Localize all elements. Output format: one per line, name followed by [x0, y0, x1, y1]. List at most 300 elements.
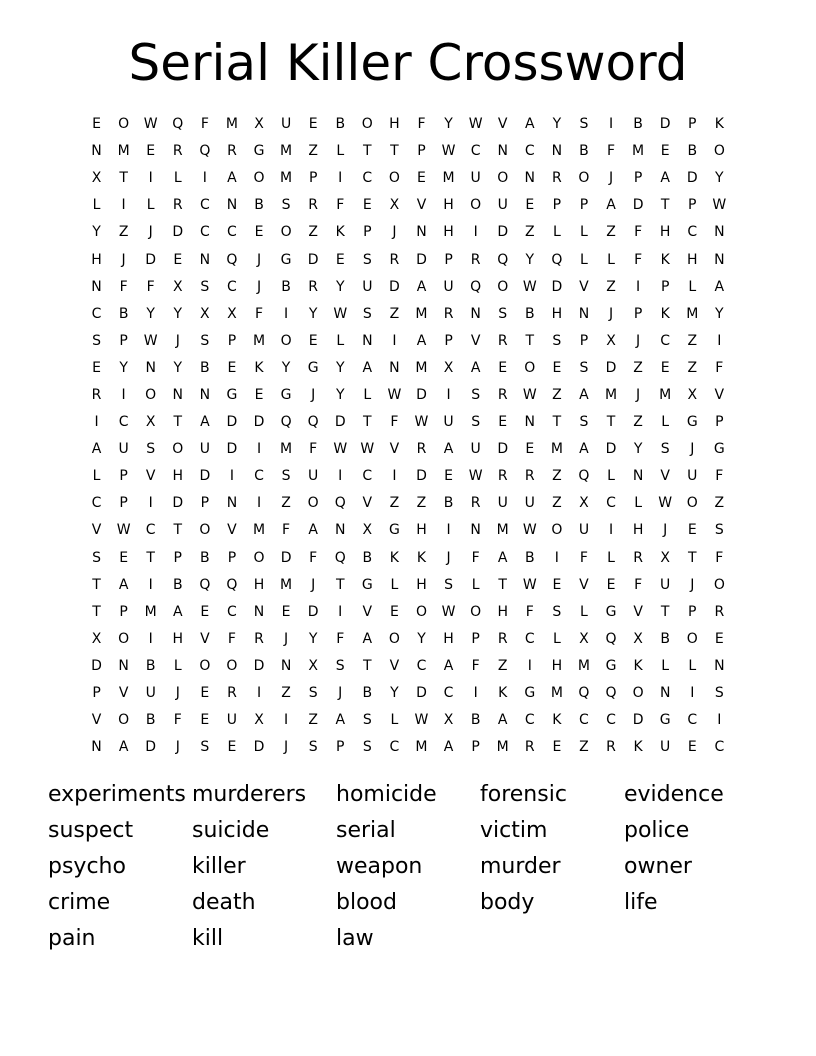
- grid-letter: S: [714, 685, 724, 702]
- grid-letter: E: [173, 251, 183, 268]
- grid-letter: S: [200, 332, 210, 349]
- grid-letter: A: [443, 739, 454, 756]
- grid-row: [83, 599, 733, 626]
- grid-letter: I: [284, 305, 289, 322]
- grid-letter: O: [199, 657, 211, 674]
- grid-letter: P: [471, 739, 480, 756]
- grid-letter: N: [199, 251, 211, 268]
- grid-letter: Z: [687, 359, 698, 376]
- grid-row: [83, 680, 733, 707]
- grid-letter: R: [470, 495, 481, 512]
- grid-letter: Z: [416, 495, 427, 512]
- grid-row: [83, 707, 733, 734]
- grid-letter: F: [200, 116, 209, 133]
- grid-letter: E: [362, 197, 372, 214]
- grid-letter: U: [118, 441, 129, 458]
- grid-row: [83, 165, 733, 192]
- grid-letter: Z: [606, 224, 616, 241]
- grid-row: [83, 382, 733, 409]
- word-row: [48, 777, 768, 813]
- grid-letter: F: [119, 278, 128, 295]
- grid-letter: K: [633, 739, 643, 756]
- grid-letter: N: [91, 143, 102, 160]
- grid-letter: X: [254, 116, 264, 133]
- grid-letter: O: [199, 522, 211, 539]
- grid-letter: B: [687, 143, 698, 160]
- grid-letter: I: [446, 522, 451, 539]
- grid-letter: C: [362, 468, 373, 485]
- grid-letter: G: [388, 522, 400, 539]
- grid-letter: U: [687, 468, 698, 485]
- grid-letter: M: [280, 441, 293, 458]
- grid-letter: F: [336, 197, 345, 214]
- grid-letter: E: [119, 549, 129, 566]
- grid-letter: F: [254, 305, 264, 322]
- grid-letter: P: [200, 495, 210, 512]
- grid-letter: V: [714, 386, 725, 403]
- grid-letter: Q: [334, 549, 346, 566]
- grid-letter: J: [175, 332, 180, 349]
- grid-letter: O: [632, 685, 644, 702]
- grid-letter: W: [712, 197, 727, 214]
- grid-letter: N: [145, 359, 156, 376]
- word-list-item: victim: [480, 818, 548, 844]
- grid-letter: M: [632, 143, 645, 160]
- grid-letter: L: [688, 657, 697, 674]
- grid-letter: T: [173, 414, 183, 431]
- grid-letter: Z: [687, 332, 698, 349]
- grid-letter: P: [227, 549, 237, 566]
- grid-letter: I: [392, 468, 397, 485]
- grid-letter: S: [281, 468, 291, 485]
- grid-letter: B: [524, 549, 535, 566]
- grid-letter: X: [660, 549, 670, 566]
- grid-letter: F: [390, 414, 399, 431]
- grid-letter: F: [715, 549, 724, 566]
- grid-letter: X: [579, 495, 589, 512]
- word-row: [48, 849, 768, 885]
- grid-letter: P: [579, 332, 589, 349]
- grid-letter: P: [688, 116, 697, 133]
- grid-letter: Y: [552, 116, 562, 133]
- word-list-item: serial: [336, 818, 396, 844]
- grid-letter: I: [473, 224, 478, 241]
- word-list-item: killer: [192, 853, 246, 879]
- grid-row: [83, 192, 733, 219]
- grid-letter: I: [256, 495, 262, 512]
- grid-letter: W: [522, 576, 537, 593]
- grid-letter: Z: [308, 143, 318, 160]
- grid-letter: B: [362, 549, 373, 566]
- grid-letter: Z: [389, 495, 400, 512]
- grid-letter: G: [605, 603, 617, 620]
- grid-letter: A: [660, 170, 670, 187]
- grid-letter: O: [713, 143, 725, 160]
- grid-letter: D: [497, 224, 509, 241]
- grid-letter: S: [200, 278, 210, 295]
- grid-row: [83, 138, 733, 165]
- word-list-item: body: [480, 889, 535, 915]
- grid-letter: Z: [552, 386, 562, 403]
- grid-letter: K: [633, 657, 643, 674]
- word-list-item: pain: [48, 925, 96, 951]
- grid-letter: U: [199, 441, 210, 458]
- grid-letter: H: [551, 305, 563, 322]
- grid-letter: P: [471, 630, 480, 647]
- grid-letter: O: [470, 197, 482, 214]
- grid-letter: G: [361, 576, 373, 593]
- grid-letter: E: [254, 224, 264, 241]
- grid-letter: D: [172, 495, 184, 512]
- grid-letter: Q: [578, 468, 590, 485]
- grid-letter: I: [392, 332, 397, 349]
- grid-letter: T: [335, 576, 345, 593]
- grid-letter: D: [416, 685, 427, 702]
- grid-letter: U: [308, 468, 319, 485]
- grid-letter: W: [441, 143, 456, 160]
- grid-letter: H: [416, 576, 427, 593]
- grid-letter: D: [497, 441, 509, 458]
- grid-letter: Z: [552, 495, 562, 512]
- grid-letter: X: [443, 359, 454, 376]
- grid-letter: Z: [714, 495, 725, 512]
- grid-letter: U: [226, 712, 238, 729]
- grid-letter: P: [92, 685, 101, 702]
- grid-letter: A: [579, 441, 589, 458]
- grid-letter: C: [524, 143, 535, 160]
- grid-letter: H: [497, 603, 508, 620]
- grid-letter: S: [362, 739, 372, 756]
- grid-letter: P: [119, 468, 128, 485]
- grid-letter: Q: [307, 414, 319, 431]
- grid-letter: A: [416, 332, 427, 349]
- grid-letter: U: [578, 522, 590, 539]
- grid-letter: J: [690, 441, 695, 458]
- grid-letter: Y: [417, 630, 426, 647]
- grid-letter: N: [172, 386, 184, 403]
- grid-letter: C: [470, 143, 481, 160]
- grid-letter: M: [577, 657, 590, 674]
- grid-letter: O: [118, 116, 130, 133]
- grid-letter: K: [416, 549, 427, 566]
- grid-letter: G: [280, 386, 292, 403]
- grid-letter: S: [471, 414, 481, 431]
- grid-letter: X: [91, 630, 102, 647]
- grid-letter: I: [202, 170, 207, 187]
- grid-letter: P: [633, 170, 643, 187]
- grid-letter: J: [663, 522, 668, 539]
- grid-letter: G: [524, 685, 536, 702]
- grid-letter: I: [121, 386, 126, 403]
- grid-letter: O: [280, 332, 292, 349]
- grid-letter: Y: [146, 305, 155, 322]
- word-list: [48, 777, 768, 956]
- grid-letter: W: [658, 495, 673, 512]
- grid-letter: X: [606, 332, 616, 349]
- grid-letter: L: [92, 468, 101, 485]
- grid-letter: J: [284, 739, 289, 756]
- word-list-item: weapon: [336, 853, 423, 879]
- grid-letter: L: [552, 630, 561, 647]
- grid-letter: Y: [119, 359, 128, 376]
- grid-letter: D: [145, 251, 157, 268]
- grid-letter: T: [146, 549, 155, 566]
- grid-letter: I: [608, 116, 614, 133]
- grid-letter: L: [607, 549, 615, 566]
- grid-letter: U: [497, 495, 508, 512]
- grid-letter: J: [148, 224, 153, 241]
- grid-letter: W: [333, 305, 348, 322]
- grid-letter: Y: [335, 278, 345, 295]
- grid-letter: S: [579, 359, 589, 376]
- grid-letter: I: [608, 522, 614, 539]
- grid-letter: S: [444, 576, 453, 593]
- grid-letter: N: [632, 468, 644, 485]
- grid-letter: A: [497, 712, 508, 729]
- grid-letter: R: [552, 170, 562, 187]
- grid-letter: W: [522, 386, 537, 403]
- grid-letter: F: [471, 657, 480, 674]
- grid-letter: A: [470, 359, 481, 376]
- grid-letter: J: [338, 685, 343, 702]
- grid-letter: Y: [390, 685, 399, 702]
- grid-letter: F: [715, 468, 724, 485]
- grid-letter: H: [443, 224, 454, 241]
- grid-letter: G: [686, 414, 698, 431]
- grid-row: [83, 653, 733, 680]
- grid-letter: G: [605, 657, 617, 674]
- grid-letter: W: [116, 522, 131, 539]
- grid-letter: M: [686, 305, 699, 322]
- grid-letter: Y: [173, 359, 183, 376]
- grid-letter: T: [363, 143, 372, 160]
- word-list-item: police: [624, 818, 690, 844]
- grid-letter: M: [415, 739, 428, 756]
- grid-letter: B: [633, 116, 643, 133]
- grid-letter: X: [227, 305, 237, 322]
- grid-letter: E: [687, 522, 697, 539]
- grid-letter: E: [714, 630, 724, 647]
- grid-letter: D: [226, 414, 238, 431]
- grid-letter: R: [91, 386, 102, 403]
- grid-letter: B: [200, 359, 210, 376]
- grid-letter: E: [525, 197, 535, 214]
- grid-letter: A: [416, 278, 427, 295]
- grid-letter: J: [392, 224, 397, 241]
- grid-letter: M: [604, 386, 618, 403]
- grid-letter: T: [363, 414, 372, 431]
- grid-letter: U: [470, 441, 481, 458]
- grid-letter: V: [118, 685, 129, 702]
- grid-letter: E: [389, 603, 399, 620]
- grid-letter: P: [119, 332, 128, 349]
- grid-letter: S: [362, 251, 372, 268]
- grid-letter: A: [525, 116, 535, 133]
- grid-letter: N: [470, 522, 481, 539]
- grid-letter: M: [442, 170, 455, 187]
- word-list-item: murder: [480, 853, 561, 879]
- grid-letter: Q: [172, 116, 184, 133]
- grid-letter: E: [281, 603, 291, 620]
- grid-letter: O: [578, 170, 590, 187]
- grid-letter: B: [524, 305, 535, 322]
- letter-grid: [83, 111, 733, 761]
- grid-row: [83, 572, 733, 599]
- grid-letter: C: [687, 712, 698, 729]
- grid-row: [83, 301, 733, 328]
- grid-letter: D: [389, 278, 400, 295]
- grid-letter: M: [144, 603, 157, 620]
- grid-letter: X: [200, 305, 210, 322]
- grid-letter: N: [714, 251, 725, 268]
- grid-letter: X: [633, 630, 643, 647]
- grid-letter: R: [227, 685, 237, 702]
- grid-letter: N: [91, 739, 102, 756]
- grid-letter: L: [607, 468, 615, 485]
- grid-letter: I: [338, 603, 343, 620]
- grid-letter: P: [227, 332, 237, 349]
- grid-letter: U: [145, 685, 156, 702]
- word-list-item: suicide: [192, 818, 270, 844]
- grid-letter: P: [417, 143, 426, 160]
- grid-letter: K: [254, 359, 264, 376]
- grid-letter: K: [498, 685, 508, 702]
- grid-letter: P: [308, 170, 318, 187]
- grid-letter: F: [579, 549, 588, 566]
- grid-letter: F: [309, 441, 318, 458]
- grid-letter: B: [145, 712, 156, 729]
- grid-letter: B: [470, 712, 481, 729]
- grid-letter: O: [361, 116, 373, 133]
- grid-letter: Y: [335, 386, 345, 403]
- grid-letter: S: [92, 332, 101, 349]
- grid-letter: C: [524, 630, 535, 647]
- grid-letter: T: [660, 197, 670, 214]
- grid-letter: Y: [633, 441, 643, 458]
- grid-letter: T: [363, 657, 372, 674]
- grid-letter: M: [252, 332, 266, 349]
- grid-letter: R: [497, 630, 508, 647]
- grid-row: [83, 328, 733, 355]
- grid-letter: Z: [524, 224, 535, 241]
- grid-letter: Z: [633, 414, 643, 431]
- grid-letter: Y: [308, 305, 318, 322]
- grid-letter: X: [362, 522, 373, 539]
- grid-letter: G: [280, 251, 292, 268]
- grid-letter: S: [200, 739, 210, 756]
- grid-letter: P: [552, 197, 562, 214]
- grid-letter: N: [714, 657, 725, 674]
- grid-row: [83, 490, 733, 517]
- grid-letter: I: [148, 630, 153, 647]
- grid-letter: N: [497, 143, 508, 160]
- grid-letter: G: [226, 386, 238, 403]
- grid-letter: Q: [605, 630, 617, 647]
- grid-letter: E: [308, 332, 318, 349]
- grid-letter: X: [172, 278, 183, 295]
- grid-letter: E: [200, 712, 210, 729]
- grid-row: [83, 517, 733, 544]
- grid-letter: K: [660, 305, 670, 322]
- grid-letter: P: [363, 224, 372, 241]
- grid-letter: D: [280, 549, 292, 566]
- grid-letter: V: [579, 278, 589, 295]
- grid-letter: F: [634, 251, 643, 268]
- grid-letter: Y: [525, 251, 535, 268]
- grid-letter: R: [443, 305, 454, 322]
- grid-letter: I: [148, 495, 153, 512]
- grid-letter: E: [660, 143, 670, 160]
- grid-letter: M: [280, 170, 293, 187]
- grid-row: [83, 246, 733, 273]
- grid-letter: W: [414, 414, 429, 431]
- word-list-item: death: [192, 889, 256, 915]
- grid-letter: R: [497, 332, 508, 349]
- grid-letter: M: [415, 305, 428, 322]
- grid-letter: V: [497, 116, 508, 133]
- grid-letter: N: [389, 359, 400, 376]
- grid-letter: D: [551, 278, 563, 295]
- grid-letter: E: [227, 739, 237, 756]
- grid-row: [83, 274, 733, 301]
- grid-letter: A: [118, 576, 129, 593]
- grid-letter: J: [446, 549, 451, 566]
- grid-letter: V: [227, 522, 237, 539]
- grid-letter: L: [661, 657, 670, 674]
- grid-letter: N: [226, 495, 238, 512]
- grid-letter: N: [524, 414, 536, 431]
- grid-letter: J: [284, 630, 289, 647]
- grid-letter: M: [117, 143, 130, 160]
- grid-letter: C: [145, 522, 156, 539]
- grid-letter: O: [470, 603, 482, 620]
- grid-letter: F: [336, 630, 345, 647]
- grid-row: [83, 355, 733, 382]
- grid-letter: I: [148, 576, 153, 593]
- grid-letter: O: [253, 549, 265, 566]
- grid-letter: B: [335, 116, 346, 133]
- grid-letter: D: [632, 197, 644, 214]
- grid-letter: U: [660, 739, 671, 756]
- grid-letter: E: [254, 386, 264, 403]
- grid-letter: C: [227, 603, 237, 620]
- grid-letter: A: [200, 414, 210, 431]
- grid-letter: Z: [308, 224, 318, 241]
- grid-letter: R: [497, 386, 508, 403]
- grid-letter: J: [256, 251, 262, 268]
- grid-letter: N: [714, 224, 725, 241]
- grid-letter: N: [362, 332, 373, 349]
- grid-letter: U: [660, 576, 671, 593]
- grid-letter: O: [226, 657, 238, 674]
- word-list-item: psycho: [48, 853, 126, 879]
- grid-letter: N: [551, 143, 563, 160]
- grid-letter: V: [200, 630, 210, 647]
- grid-letter: T: [552, 414, 562, 431]
- grid-letter: D: [605, 359, 617, 376]
- grid-letter: A: [362, 359, 373, 376]
- grid-letter: K: [335, 224, 345, 241]
- grid-row: [83, 545, 733, 572]
- grid-letter: O: [497, 278, 509, 295]
- grid-letter: E: [92, 116, 101, 133]
- grid-letter: P: [715, 414, 724, 431]
- grid-letter: F: [634, 576, 643, 593]
- grid-letter: N: [199, 386, 211, 403]
- grid-letter: T: [687, 549, 697, 566]
- grid-letter: N: [280, 657, 292, 674]
- grid-letter: A: [91, 441, 102, 458]
